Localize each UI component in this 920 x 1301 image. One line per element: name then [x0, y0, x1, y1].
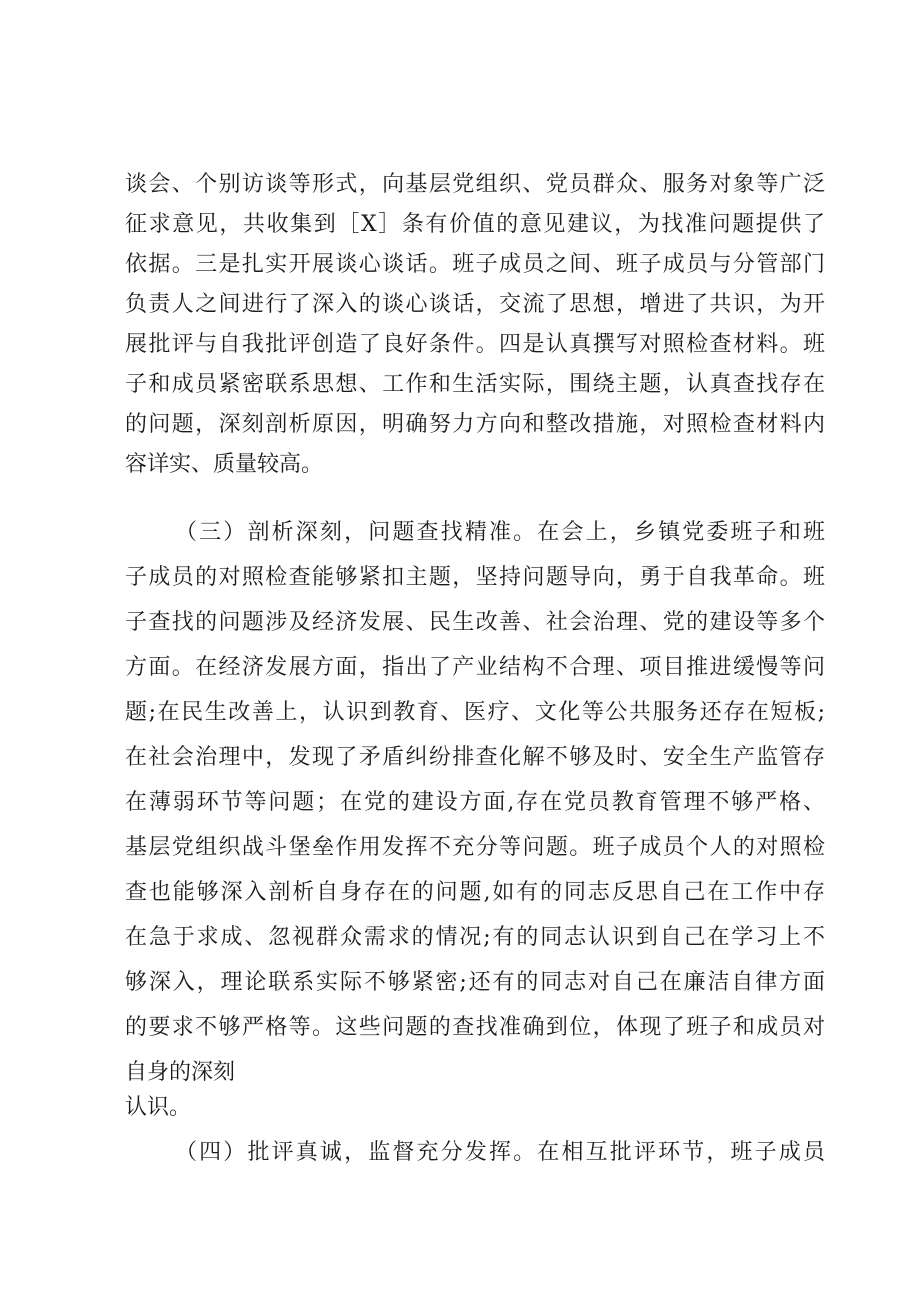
text-line: 题;在民生改善上，认识到教育、医疗、文化等公共服务还存在短板; [125, 700, 825, 725]
text-line: 容详实、质量较高。 [125, 452, 324, 477]
text-line: 认识。 [125, 1095, 192, 1120]
text-line: 查也能够深入剖析自身存在的问题,如有的同志反思自己在工作中存 [125, 880, 825, 905]
text-line: 自身的深刻 [125, 1060, 236, 1085]
text-line: 谈会、个别访谈等形式，向基层党组织、党员群众、服务对象等广泛 [125, 172, 825, 197]
text-line: 方面。在经济发展方面，指出了产业结构不合理、项目推进缓慢等问 [125, 655, 825, 680]
text-line: 在社会治理中，发现了矛盾纠纷排查化解不够及时、安全生产监管存 [125, 745, 825, 770]
text-line: 够深入，理论联系实际不够紧密;还有的同志对自己在廉洁自律方面 [125, 970, 825, 995]
text-line: 在薄弱环节等问题；在党的建设方面,存在党员教育管理不够严格、 [125, 790, 825, 815]
text-line: 子成员的对照检查能够紧扣主题，坚持问题导向，勇于自我革命。班 [125, 565, 825, 590]
section-heading-line: （三）剖析深刻，问题查找精准。在会上，乡镇党委班子和班 [175, 520, 825, 545]
text-line: 基层党组织战斗堡垒作用发挥不充分等问题。班子成员个人的对照检 [125, 835, 825, 860]
section-heading-line: （四）批评真诚，监督充分发挥。在相互批评环节，班子成员 [175, 1140, 825, 1165]
text-line: 子和成员紧密联系思想、工作和生活实际，围绕主题，认真查找存在 [125, 372, 825, 397]
text-line: 的要求不够严格等。这些问题的查找准确到位，体现了班子和成员对 [125, 1015, 825, 1040]
text-line: 在急于求成、忽视群众需求的情况;有的同志认识到自己在学习上不 [125, 925, 825, 950]
text-line: 征求意见，共收集到［X］条有价值的意见建议，为找准问题提供了 [125, 212, 825, 237]
text-line: 依据。三是扎实开展谈心谈话。班子成员之间、班子成员与分管部门 [125, 252, 825, 277]
text-line: 的问题，深刻剖析原因，明确努力方向和整改措施，对照检查材料内 [125, 412, 825, 437]
text-line: 负责人之间进行了深入的谈心谈话，交流了思想，增进了共识，为开 [125, 292, 825, 317]
text-line: 展批评与自我批评创造了良好条件。四是认真撰写对照检查材料。班 [125, 332, 825, 357]
text-line: 子查找的问题涉及经济发展、民生改善、社会治理、党的建设等多个 [125, 610, 825, 635]
